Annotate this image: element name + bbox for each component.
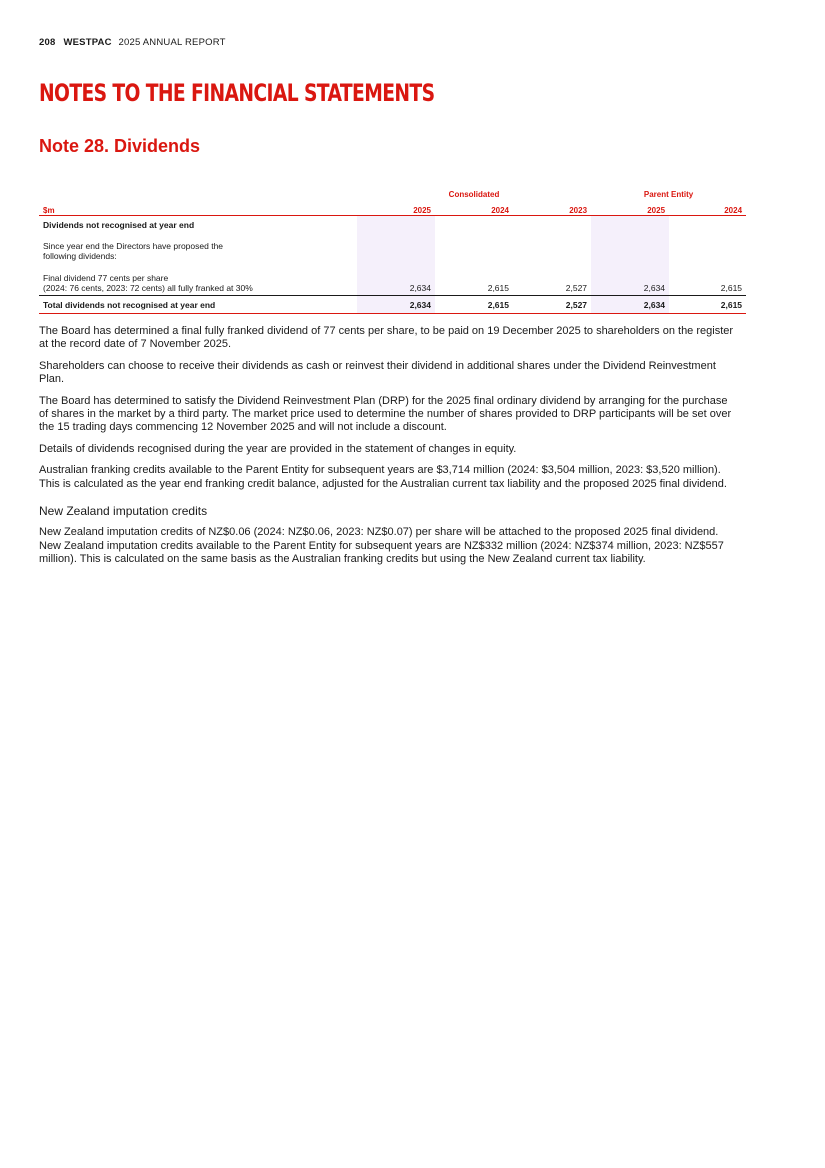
table-row-total — [39, 296, 746, 314]
final-cons-2023: 2,527 — [565, 283, 588, 293]
unit-label: $m — [39, 199, 357, 216]
table-row — [39, 263, 746, 296]
report-name: 2025 ANNUAL REPORT — [118, 37, 226, 48]
group-parent-entity: Parent Entity — [643, 190, 694, 199]
table-header-row — [39, 199, 746, 216]
paragraph-final-dividend: The Board has determined a final fully franked dividend of 77 cents per share, to be paid on 19 December 2025 to shareholders on the register at the record date of 7 November 2025. — [39, 325, 734, 351]
total-parent-2025: 2,634 — [591, 296, 669, 314]
row-label-proposed — [39, 233, 357, 263]
col-header-cons-2025: 2025 — [357, 199, 435, 216]
row-label-final-dividend — [39, 263, 357, 296]
page-header — [39, 37, 226, 48]
paragraph-drp: The Board has determined to satisfy the Dividend Reinvestment Plan (DRP) for the 2025 final ordinary dividend by arranging for the purchase of shares in the market by a third party. The market price used to determine the number of shares provided to DRP participants will be set over the 15 trading days commencing 12 November 2025 and will not include a discount. — [39, 394, 732, 434]
total-parent-2024: 2,615 — [669, 296, 746, 314]
col-header-parent-2024: 2024 — [669, 199, 746, 216]
col-header-parent-2025: 2025 — [591, 199, 669, 216]
table-row — [39, 233, 746, 263]
paragraph-nz-imputation: New Zealand imputation credits of NZ$0.06 (2024: NZ$0.06, 2023: NZ$0.07) per share will be attached to the proposed 2025 final dividend. New Zealand imputation credits available to the Parent Entity for subsequent years are NZ$332 million (2024: NZ$374 million, 2023: NZ$557 million). This is calculated on the same basis as the Australian franking credits but using the New Zealand current tax liability. — [39, 526, 724, 566]
row-label-proposed-line1: Since year end the Directors have proposed the — [43, 241, 224, 251]
row-label-final-line2: (2024: 76 cents, 2023: 72 cents) all fully franked at 30% — [43, 283, 253, 293]
row-label-proposed-line2: following dividends: — [43, 251, 117, 261]
total-cons-2024: 2,615 — [435, 296, 513, 314]
page-number: 208 — [39, 37, 56, 48]
col-header-cons-2024: 2024 — [435, 199, 513, 216]
total-cons-2025: 2,634 — [357, 296, 435, 314]
nz-imputation-heading: New Zealand imputation credits — [39, 504, 208, 519]
col-header-cons-2023: 2023 — [513, 199, 591, 216]
paragraph-shareholder-choice: Shareholders can choose to receive their dividends as cash or reinvest their dividend in additional shares under the Dividend Reinvestment Plan. — [39, 359, 716, 386]
section-title: NOTES TO THE FINANCIAL STATEMENTS — [39, 79, 435, 107]
table-group-header-row — [39, 183, 746, 199]
row-label-total: Total dividends not recognised at year end — [39, 296, 357, 314]
group-consolidated: Consolidated — [448, 190, 500, 199]
paragraph-franking-credits: Australian franking credits available to the Parent Entity for subsequent years are $3,714 million (2024: $3,504 million, 2023: $3,520 million). This is calculated as the year end franking credit balance, adjusted for the Australian current tax liability and the proposed 2025 final dividend. — [39, 464, 727, 490]
final-cons-2025: 2,634 — [357, 263, 435, 296]
row-label-final-line1: Final dividend 77 cents per share — [43, 273, 169, 283]
dividends-table — [39, 183, 746, 314]
row-label-not-recognised: Dividends not recognised at year end — [43, 219, 195, 230]
final-parent-2025: 2,634 — [591, 263, 669, 296]
table-row — [39, 216, 746, 234]
final-parent-2024: 2,615 — [720, 283, 743, 293]
body-text — [39, 325, 739, 575]
note-title: Note 28. Dividends — [39, 136, 201, 156]
final-cons-2024: 2,615 — [487, 283, 509, 293]
brand-name: WESTPAC — [63, 37, 112, 48]
total-cons-2023: 2,527 — [513, 296, 591, 314]
paragraph-details: Details of dividends recognised during the year are provided in the statement of changes in equity. — [39, 442, 517, 455]
